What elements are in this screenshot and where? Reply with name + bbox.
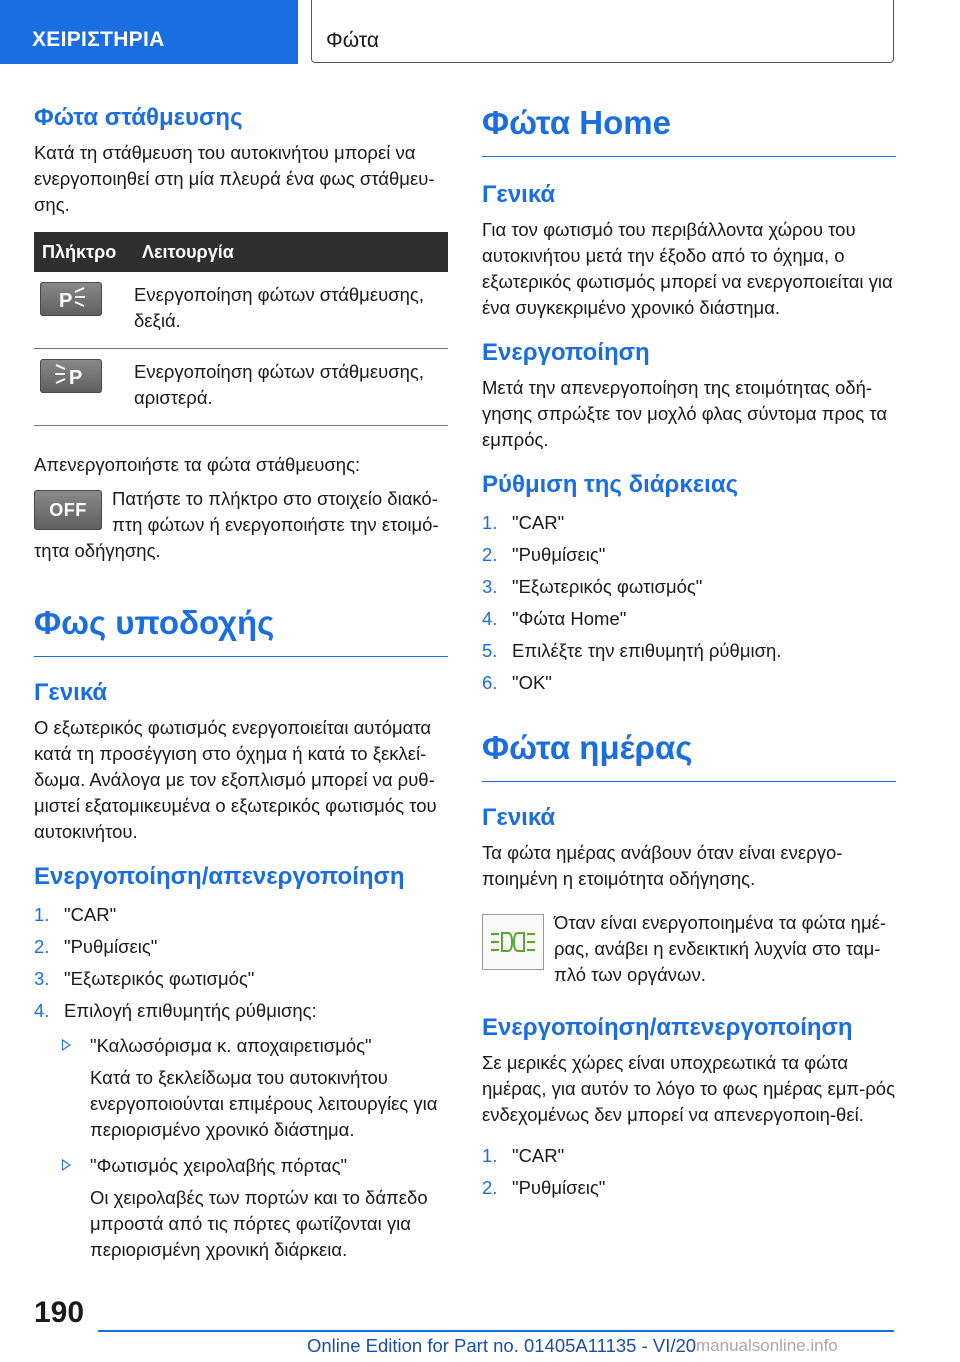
home-activate-text: Μετά την απενεργοποίηση της ετοιμότητας οδή-γησης σπρώξτε τον μοχλό φλας σύντομα προς τα εμπρός. xyxy=(482,377,888,450)
welcome-options-list xyxy=(34,1033,448,1263)
home-general-text: Για τον φωτισμό του περιβάλλοντα χώρου του αυτοκινήτου μετά την έξοδο από το όχημα, ο εξωτερικός φωτισμός μπορεί να ενεργοποιείται για ένα συγκεκριμένο χρονικό διάστημα. xyxy=(482,219,893,318)
daytime-general-title: Γενικά xyxy=(482,804,556,831)
table-cell-function: Ενεργοποίηση φώτων στάθμευσης, δεξιά. xyxy=(134,272,448,349)
home-steps-list xyxy=(482,507,896,699)
daytime-toggle-title: Ενεργοποίηση/απενεργοποίηση xyxy=(482,1014,853,1041)
home-general-title: Γενικά xyxy=(482,181,556,208)
parking-deactivate-text: Απενεργοποιήστε τα φώτα στάθμευσης: xyxy=(34,454,361,475)
right-column xyxy=(482,104,896,1204)
header-section-band xyxy=(0,0,298,64)
watermark: manualsonline.info xyxy=(696,1336,838,1355)
daytime-lights-title: Φώτα ημέρας xyxy=(482,729,896,782)
svg-text:P: P xyxy=(59,290,73,311)
list-item: 1. "CAR" xyxy=(482,512,565,533)
list-item: 3. "Εξωτερικός φωτισμός" xyxy=(482,576,703,597)
list-item: 2. "Ρυθμίσεις" xyxy=(482,544,606,565)
parking-light-right-icon xyxy=(40,282,102,316)
list-item: 1. "CAR" xyxy=(34,904,117,925)
home-lights-title: Φώτα Home xyxy=(482,104,896,157)
welcome-light-title: Φως υποδοχής xyxy=(34,604,448,657)
home-activate-title: Ενεργοποίηση xyxy=(482,339,650,366)
welcome-toggle-title: Ενεργοποίηση/απενεργοποίηση xyxy=(34,863,405,890)
list-item: 2. "Ρυθμίσεις" xyxy=(482,1177,606,1198)
welcome-steps-list xyxy=(34,899,448,1027)
welcome-general-text: Ο εξωτερικός φωτισμός ενεργοποιείται αυτόματα κατά τη προσέγγιση στο όχημα ή κατά το ξεκλεί-δωμα. Ανάλογα με τον εξοπλισμό μπορεί να ρυθ-μιστεί εξατομικευμένα ο εξωτερικός φωτισμός του αυτοκινήτου. xyxy=(34,717,437,842)
svg-text:P: P xyxy=(69,367,83,388)
list-item: 3. "Εξωτερικός φωτισμός" xyxy=(34,968,255,989)
daytime-light-indicator-icon xyxy=(482,914,544,970)
daytime-toggle-text: Σε μερικές χώρες είναι υποχρεωτικά τα φώτα ημέρας, για αυτόν το λόγο το φως ημέρας εμπ-ρός ενδεχομένως δεν μπορεί να απενεργοποιη-θεί. xyxy=(482,1052,896,1125)
list-item: 4. Επιλογή επιθυμητής ρύθμισης: xyxy=(34,1000,317,1021)
parking-lights-intro: Κατά τη στάθμευση του αυτοκινήτου μπορεί να ενεργοποιηθεί στη μία πλευρά ένα φως στάθμευ-σης. xyxy=(34,142,435,215)
daytime-indicator-text: Όταν είναι ενεργοποιημένα τα φώτα ημέ-ρας, ανάβει η ενδεικτική λυχνία στο ταμ-πλό των οργάνων. xyxy=(554,912,887,985)
page-number: 190 xyxy=(34,1296,85,1329)
table-row xyxy=(34,349,448,426)
header-chapter-box xyxy=(311,0,894,63)
off-key-label: OFF xyxy=(49,499,87,520)
list-item: 1. "CAR" xyxy=(482,1145,565,1166)
parking-keys-table xyxy=(34,232,448,426)
triangle-bullet-icon xyxy=(62,1159,71,1171)
daytime-steps-list xyxy=(482,1140,896,1204)
footer-divider xyxy=(98,1330,894,1332)
header-chapter-label: Φώτα xyxy=(326,29,379,52)
footer-edition: Online Edition for Part no. 01405A11135 - VI/20 xyxy=(307,1335,697,1356)
list-item: 2. "Ρυθμίσεις" xyxy=(34,936,158,957)
list-item: 5. Επιλέξτε την επιθυμητή ρύθμιση. xyxy=(482,640,782,661)
welcome-general-title: Γενικά xyxy=(34,679,108,706)
left-column xyxy=(34,104,448,1263)
list-item: "Φωτισμός χειρολαβής πόρτας" Οι χειρολαβές των πορτών και το δάπεδο μπροστά από τις πόρτες φωτίζονται για περιορισμένη χρονική διάρκεια. xyxy=(62,1153,448,1263)
home-duration-title: Ρύθμιση της διάρκειας xyxy=(482,471,739,498)
table-row xyxy=(34,272,448,349)
triangle-bullet-icon xyxy=(62,1039,71,1051)
list-item: 4. "Φώτα Home" xyxy=(482,608,627,629)
table-header-key: Πλήκτρο xyxy=(34,232,134,272)
table-cell-function: Ενεργοποίηση φώτων στάθμευσης, αριστερά. xyxy=(134,349,448,426)
list-item: 6. "OK" xyxy=(482,672,552,693)
off-key-icon xyxy=(34,490,102,530)
list-item: "Καλωσόρισμα κ. αποχαιρετισμός" Κατά το ξεκλείδωμα του αυτοκινήτου ενεργοποιούνται επιμέρους λειτουργίες για περιορισμένο χρονικό διάστημα. xyxy=(62,1033,448,1143)
parking-lights-title: Φώτα στάθμευσης xyxy=(34,104,243,131)
header-section-label: ΧΕΙΡΙΣΤΗΡΙΑ xyxy=(32,28,165,51)
daytime-general-text: Τα φώτα ημέρας ανάβουν όταν είναι ενεργο-ποιημένη η ετοιμότητα οδήγησης. xyxy=(482,842,843,889)
table-header-function: Λειτουργία xyxy=(134,232,448,272)
parking-light-left-icon xyxy=(40,359,102,393)
off-key-instruction: Πατήστε το πλήκτρο στο στοιχείο διακό-πτη φώτων ή ενεργοποιήστε την ετοιμό-τητα οδήγησης. xyxy=(34,488,439,561)
